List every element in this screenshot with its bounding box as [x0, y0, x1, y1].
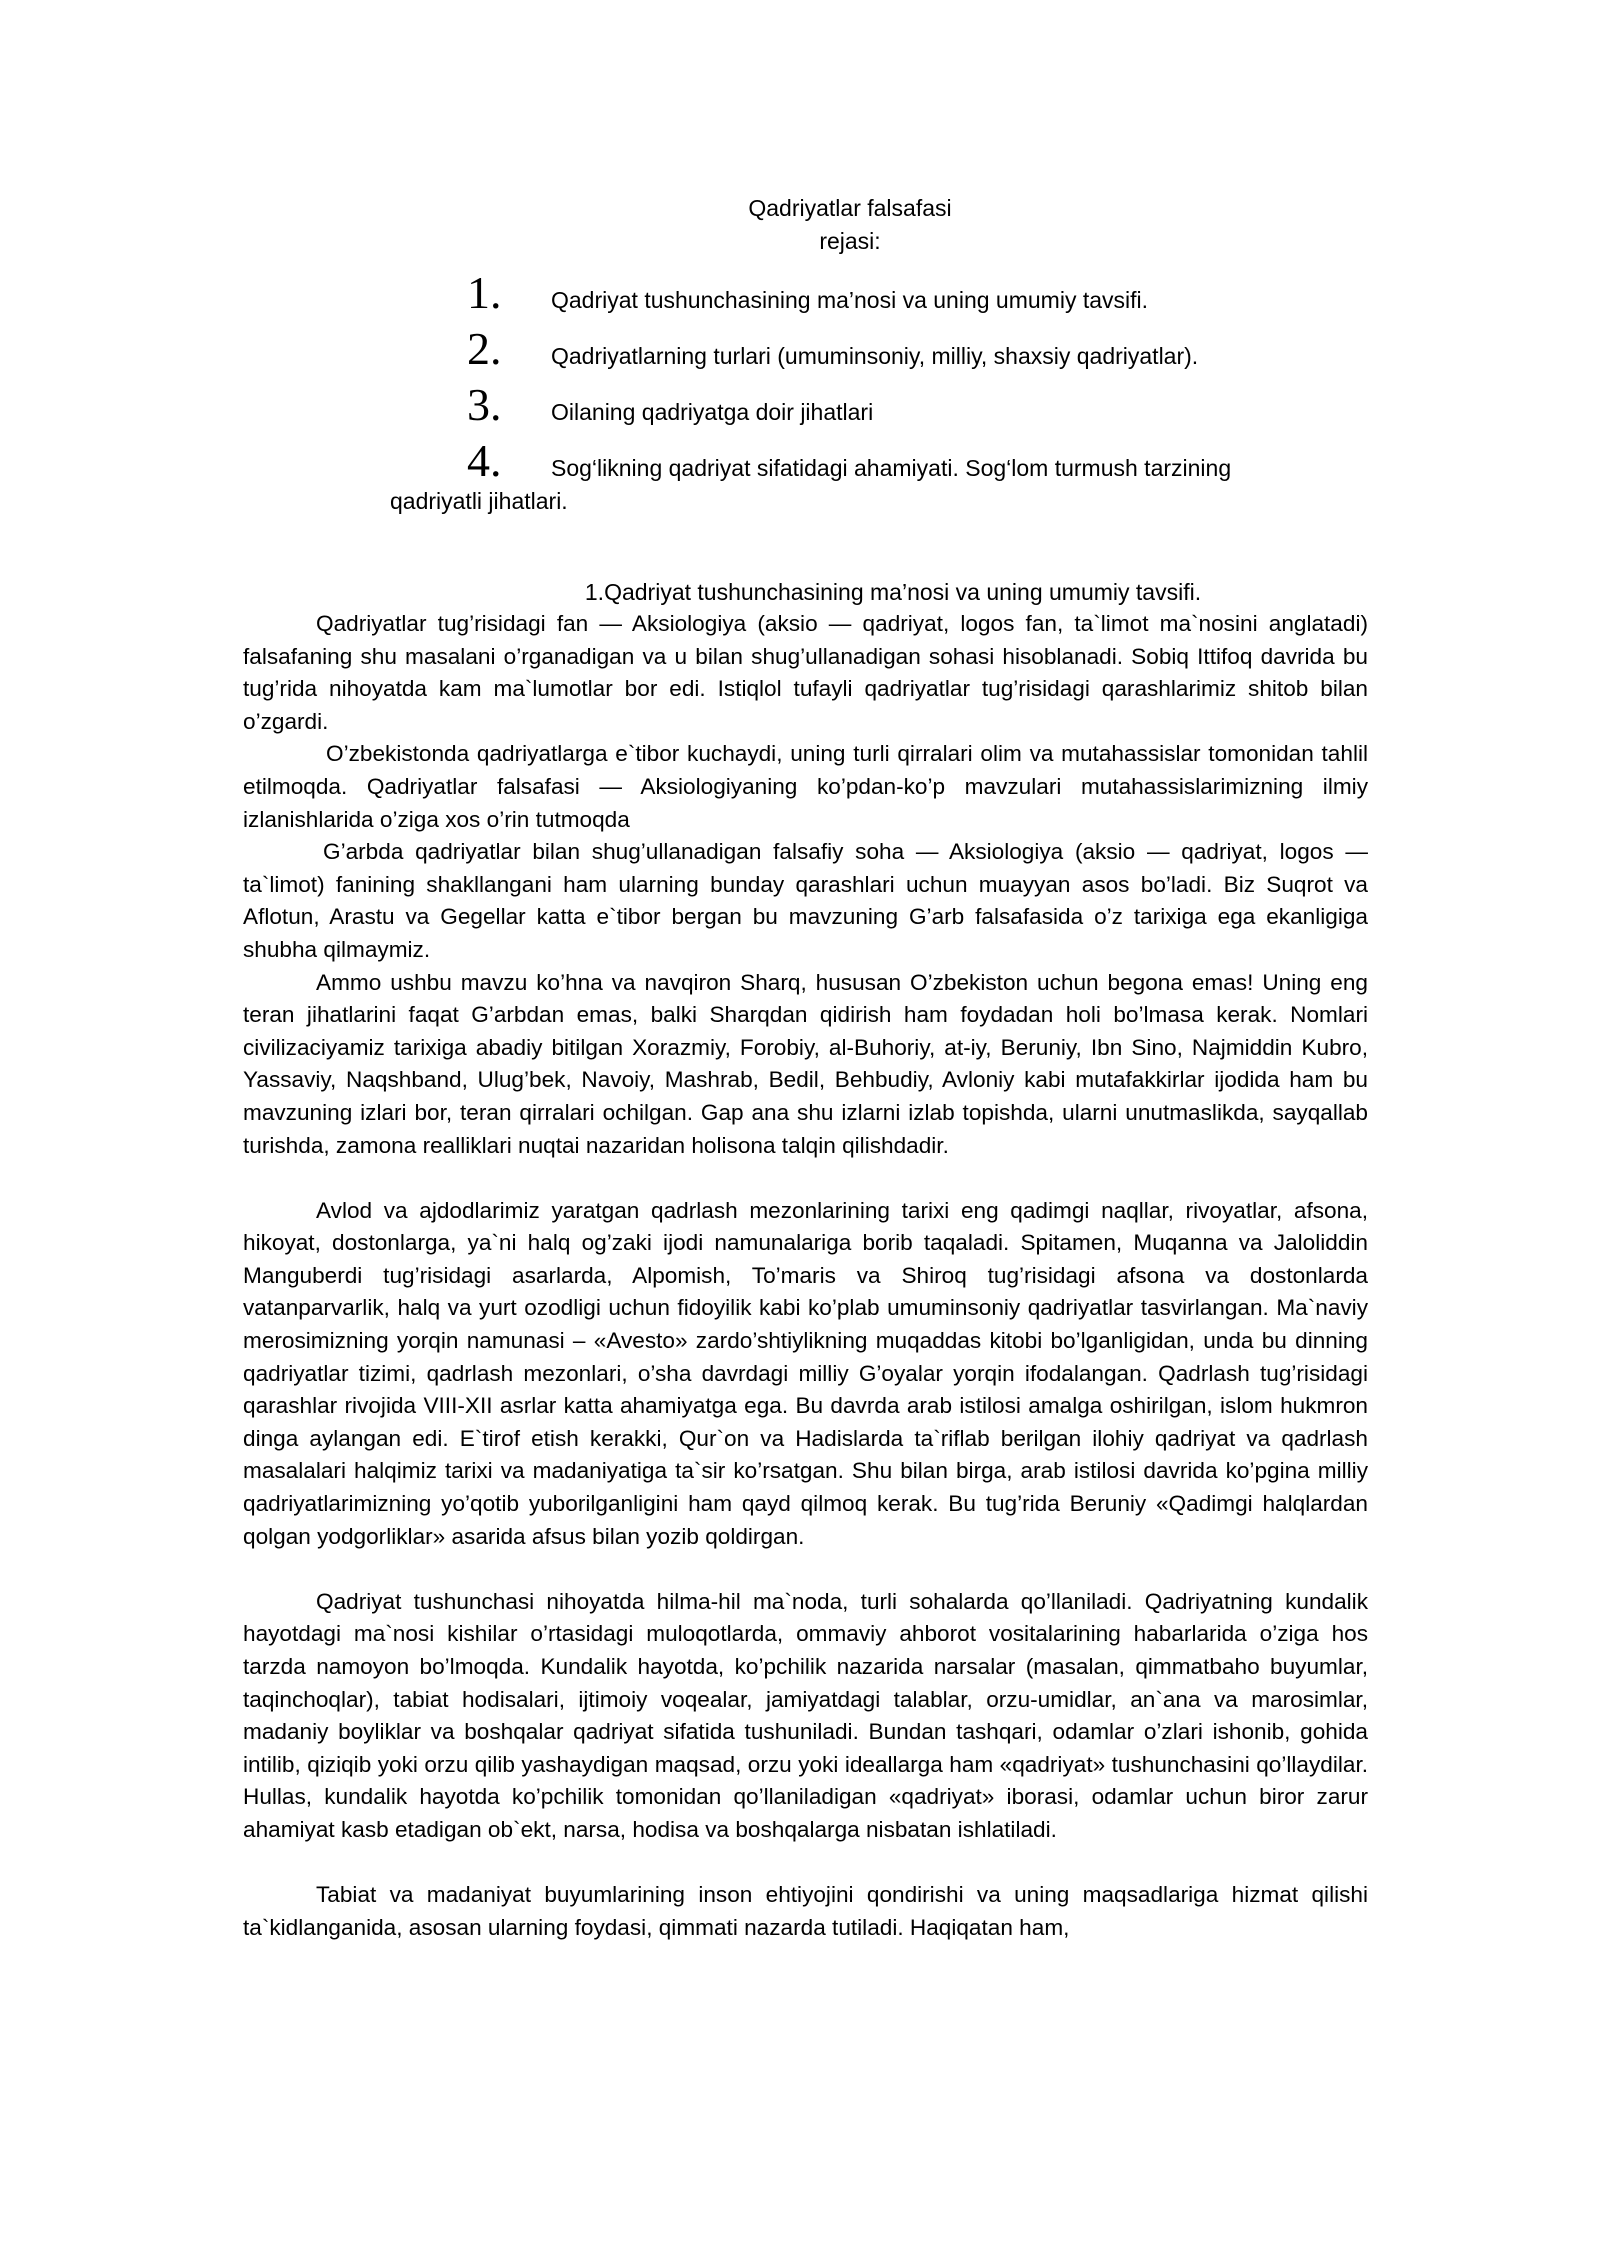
plan-subtitle: rejasi: [819, 228, 881, 254]
paragraph: Qadriyat tushunchasi nihoyatda hilma-hil ma`noda, turli sohalarda qo’llaniladi. Qadriyatning kundalik hayotdagi ma`nosi kishilar o’rtasidagi muloqotlarda, ommaviy ahborot vositalarining habarlarida o’ziga hos tarzda namoyon bo’lmoqda. Kundalik hayotda, ko’pchilik nazarida narsalar (masalan, qimmatbaho buyumlar, taqinchoqlar), tabiat hodisalari, ijtimoiy voqealar, jamiyatdagi talablar, orzu-umidlar, an`ana va marosimlar, madaniy boyliklar va boshqalar qadriyat sifatida tushuniladi. Bundan tashqari, odamlar o’zlari ishonib, gohida intilib, qiziqib yoki orzu qilib yashaydigan maqsad, orzu yoki ideallarga ham «qadriyat» tushunchasini qo’llaydilar. Hullas, kundalik hayotda ko’pchilik tomonidan qo’llaniladigan «qadriyat» iborasi, odamlar uchun biror zarur ahamiyat kasb etadigan ob`ekt, narsa, hodisa va boshqalarga nisbatan ishlatiladi. [243, 1588, 1368, 1842]
paragraph: Tabiat va madaniyat buyumlarining inson ehtiyojini qondirishi va uning maqsadlariga hizmat qilishi ta`kidlanganida, asosan ularning foydasi, qimmati nazarda tutiladi. Haqiqatan ham, [243, 1882, 1368, 1940]
document-title: Qadriyatlar falsafasi [748, 195, 952, 221]
paragraph: Avlod va ajdodlarimiz yaratgan qadrlash mezonlarining tarixi eng qadimgi naqllar, rivoyatlar, afsona, hikoyat, dostonlarga, ya`ni halq og’zaki ijodi namunalariga borib taqaladi. Spitamen, Muqanna va Jaloliddin Manguberdi tug’risidagi asarlarda, Alpomish, To’maris va Shiroq tug’risidagi afsona va dostonlarda vatanparvarlik, halq va yurt ozodligi uchun fidoyilik kabi ko’plab umuminsoniy qadriyatlar tasvirlangan. Ma`naviy merosimizning yorqin namunasi – «Avesto» zardo’shtiylikning muqaddas kitobi bo’lganligidan, unda bu dinning qadriyatlar tizimi, qadrlash mezonlari, o’sha davrdagi milliy G’oyalar yorqin ifodalangan. Qadrlash tug’risidagi qarashlar rivojida VIII-XII asrlar katta ahamiyatga ega. Bu davrda arab istilosi amalga oshirilgan, islom hukmron dinga aylangan edi. E`tirof etish kerakki, Qur`on va Hadislarda ta`riflab berilgan ilohiy qadriyat va qadrlash masalalari halqimiz tarixi va madaniyatiga ta`sir ko’rsatgan. Shu bilan birga, arab istilosi davrida ko’pgina milliy qadriyatlarimizning yo’qotib yuborilganligini ham qayd qilmoq kerak. Bu tug’rida Beruniy «Qadimgi halqlardan qolgan yodgorliklar» asarida afsus bilan yozib qoldirgan. [243, 1197, 1368, 1549]
plan-item-2 [467, 322, 1198, 372]
plan-item-number: 4. [467, 435, 502, 486]
plan-item-number: 1. [467, 267, 502, 318]
plan-item-text: Sog‘likning qadriyat sifatidagi ahamiyati. Sog‘lom turmush tarzining [551, 455, 1232, 481]
title-block [0, 192, 1600, 258]
plan-item-text: Oilaning qadriyatga doir jihatlari [551, 399, 874, 425]
plan-item-number: 3. [467, 379, 502, 430]
paragraph: Qadriyatlar tug’risidagi fan — Aksiologiya (aksio — qadriyat, logos fan, ta`limot ma`nosini anglatadi) falsafaning shu masalani o’rganadigan va u bilan shug’ullanadigan sohasi hisoblanadi. Sobiq Ittifoq davrida bu tug’rida nihoyatda kam ma`lumotlar bor edi. Istiqlol tufayli qadriyatlar tug’risidagi qarashlarimiz shitob bilan o’zgardi. [243, 611, 1368, 734]
plan-item-text: Qadriyat tushunchasining ma’nosi va uning umumiy tavsifi. [551, 287, 1149, 313]
plan-item-4 [467, 434, 1231, 484]
paragraph: Ammo ushbu mavzu ko’hna va navqiron Sharq, hususan O’zbekiston uchun begona emas! Uning eng teran jihatlarini faqat G’arbdan emas, balki Sharqdan qidirish ham foydadan holi bo’lmasa kerak. Nomlari civilizaciyamiz tarixiga abadiy bitilgan Xorazmiy, Forobiy, al-Buhoriy, at-iy, Beruniy, Ibn Sino, Najmiddin Kubro, Yassaviy, Naqshband, Ulug’bek, Navoiy, Mashrab, Bedil, Behbudiy, Avloniy kabi mutafakkirlar ijodida ham bu mavzuning izlari bor, teran qirralari ochilgan. Gap ana shu izlarni izlab topishda, ularni unutmaslikda, sayqallab turishda, zamona realliklari nuqtai nazaridan holisona talqin qilishdadir. [243, 969, 1368, 1158]
paragraph: G’arbda qadriyatlar bilan shug’ullanadigan falsafiy soha — Aksiologiya (aksio — qadriyat, logos — ta`limot) fanining shakllangani ham ularning bunday qarashlari uchun muayyan asos bo’ladi. Biz Suqrot va Aflotun, Arastu va Gegellar katta e`tibor bergan bu mavzuning G’arb falsafasida o’z tarixiga ega ekanligiga shubha qilmaymiz. [243, 839, 1368, 962]
paragraph: O’zbekistonda qadriyatlarga e`tibor kuchaydi, uning turli qirralari olim va mutahassislar tomonidan tahlil etilmoqda. Qadriyatlar falsafasi — Aksiologiyaning ko’pdan-ko’p mavzulari mutahassislarimizning ilmiy izlanishlarida o’ziga xos o’rin tutmoqda [243, 741, 1368, 832]
plan-item-text: Qadriyatlarning turlari (umuminsoniy, milliy, shaxsiy qadriyatlar). [551, 343, 1199, 369]
plan-item-1 [467, 266, 1148, 316]
plan-item-3 [467, 378, 873, 428]
plan-item-4-continuation: qadriyatli jihatlari. [390, 488, 568, 514]
body-text [243, 608, 1368, 1944]
section-heading: 1.Qadriyat tushunchasining ma’nosi va uning umumiy tavsifi. [584, 579, 1202, 605]
plan-item-number: 2. [467, 323, 502, 374]
